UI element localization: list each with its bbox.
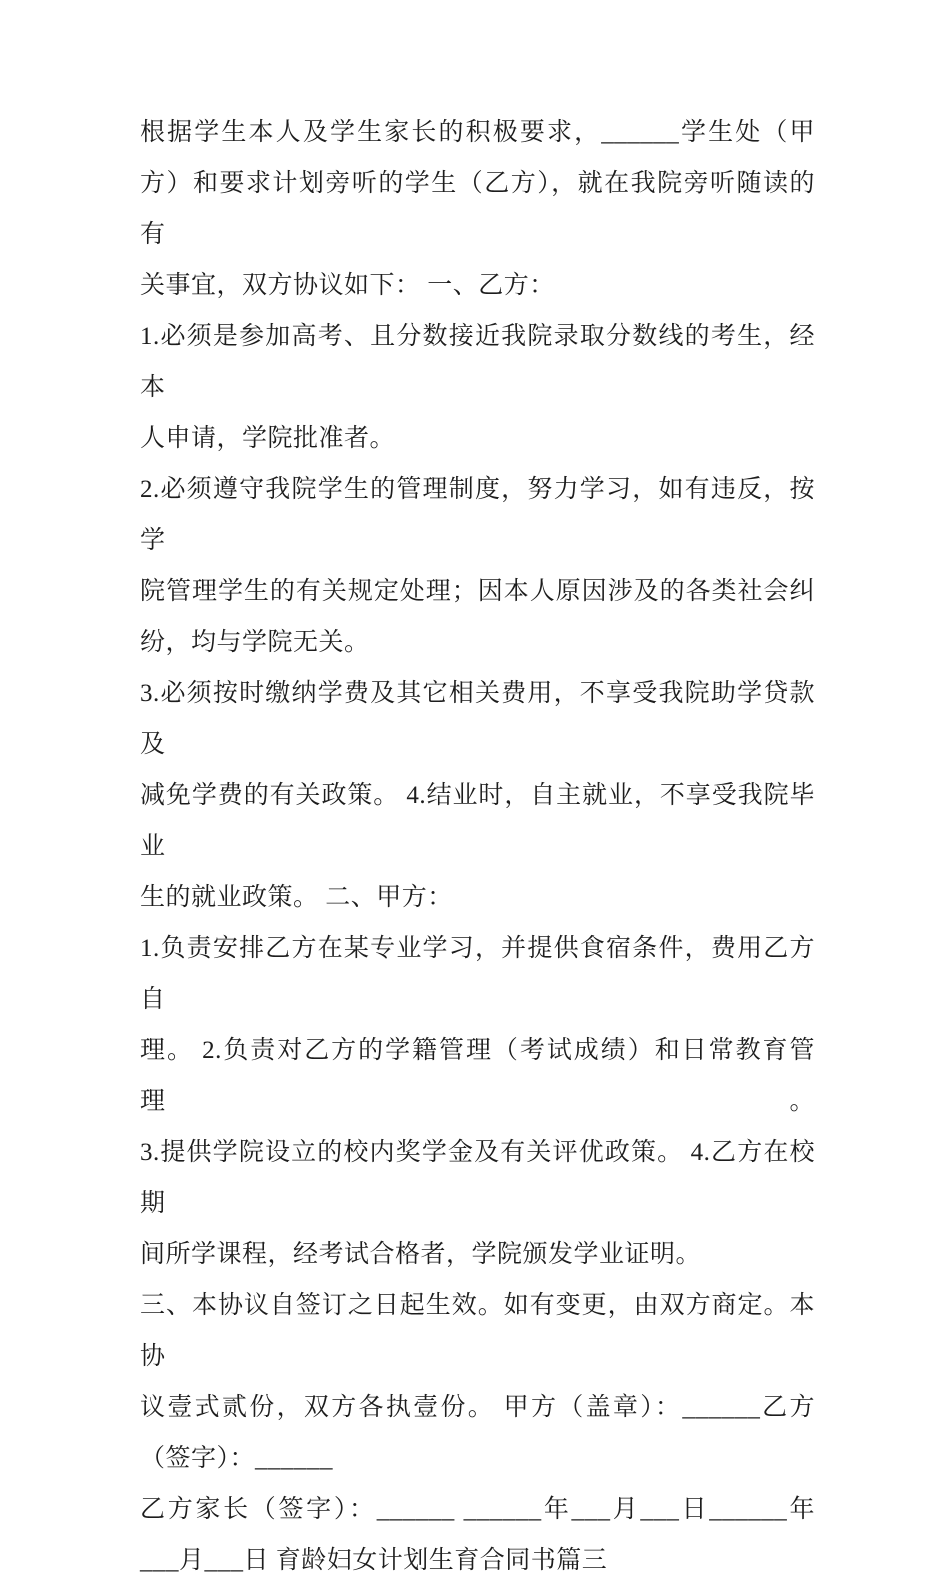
document-line: 院管理学生的有关规定处理；因本人原因涉及的各类社会纠 [140,578,815,605]
document-line: 间所学课程，经考试合格者，学院颁发学业证明。 [140,1241,702,1268]
document-line: 根据学生本人及学生家长的积极要求，______学生处（甲 [140,119,815,146]
document-line: 1.必须是参加高考、且分数接近我院录取分数线的考生，经本 [140,323,815,401]
document-line: 理。 2.负责对乙方的学籍管理（考试成绩）和日常教育管理。 [140,1037,815,1115]
document-line: 3.必须按时缴纳学费及其它相关费用，不享受我院助学贷款及 [140,680,815,758]
document-line: 方）和要求计划旁听的学生（乙方），就在我院旁听随读的有 [140,170,815,248]
document-line: 3.提供学院设立的校内奖学金及有关评优政策。 4.乙方在校期 [140,1139,815,1217]
document-line: 2.必须遵守我院学生的管理制度，努力学习，如有违反，按学 [140,476,815,554]
document-line: 生的就业政策。 二、甲方： [140,884,453,911]
document-line: 人申请，学院批准者。 [140,425,396,452]
document-line: 减免学费的有关政策。 4.结业时，自主就业，不享受我院毕业 [140,782,815,860]
document-line: 乙方家长（签字）：______ ______年___月___日______年 [140,1496,815,1523]
document-line: 纷，均与学院无关。 [140,629,370,656]
document-line: （签字）：______ [140,1445,334,1472]
document-line: 三、本协议自签订之日起生效。如有变更，由双方商定。本协 [140,1292,815,1370]
document-line: 1.负责安排乙方在某专业学习，并提供食宿条件，费用乙方自 [140,935,815,1013]
document-line: 关事宜，双方协议如下： 一、乙方： [140,272,555,299]
agreement-text-block [140,107,815,1586]
document-line: 议壹式贰份，双方各执壹份。 甲方（盖章）：______乙方 [140,1394,815,1421]
document-line: ___月___日 育龄妇女计划生育合同书篇三 [140,1547,608,1574]
